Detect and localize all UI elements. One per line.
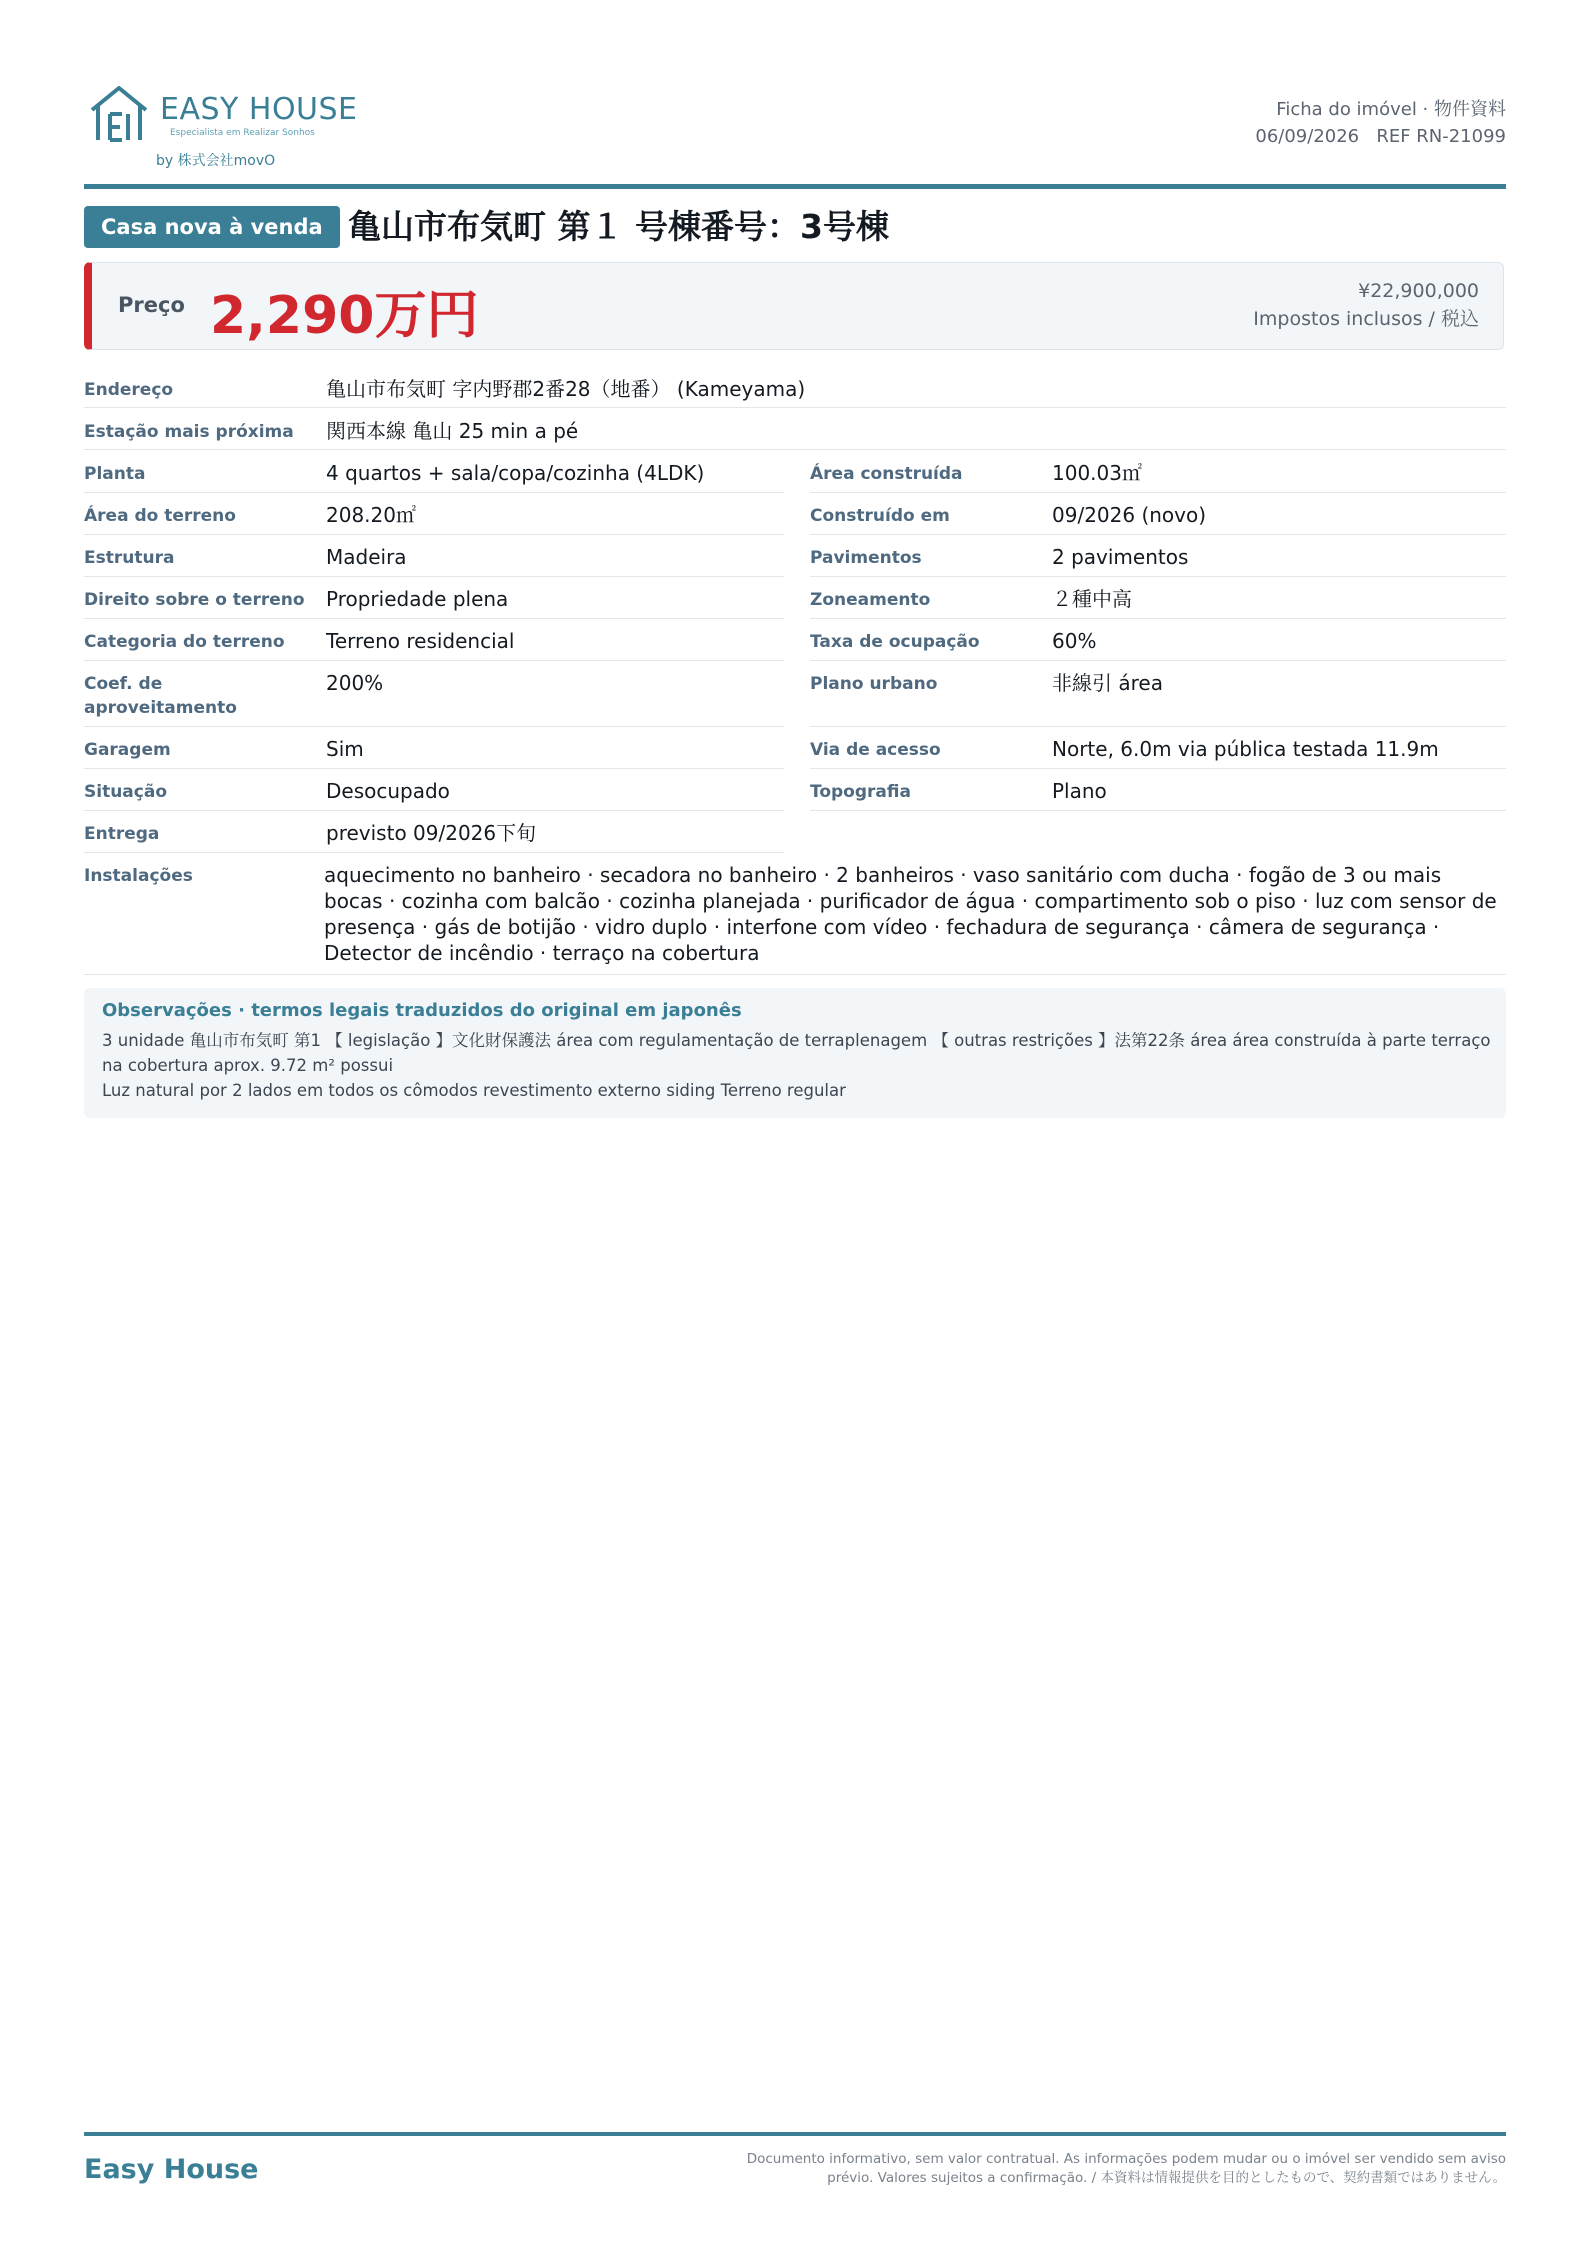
spec-value: 亀山市布気町 字内野郡2番28（地番） (Kameyama) <box>326 377 806 401</box>
spec-value: 2 pavimentos <box>1052 545 1189 569</box>
spec-value: 4 quartos + sala/copa/cozinha (4LDK) <box>326 461 705 485</box>
spec-label: Situação <box>84 782 167 802</box>
spec-value: 60% <box>1052 629 1097 653</box>
spec-row-structure <box>84 534 1506 576</box>
spec-cell-right <box>810 768 1506 811</box>
spec-row-address <box>84 366 1506 408</box>
spec-label: Construído em <box>810 506 950 526</box>
spec-value: Desocupado <box>326 779 450 803</box>
spec-value: ２種中高 <box>1052 587 1132 611</box>
spec-cell-left <box>84 768 784 811</box>
spec-label: Via de acesso <box>810 740 941 760</box>
spec-value: 100.03㎡ <box>1052 461 1142 485</box>
spec-cell-right <box>810 450 1506 493</box>
spec-value: 関西本線 亀山 25 min a pé <box>326 419 579 443</box>
notes-line: 3 unidade 亀山市布気町 第1 【 legislação 】文化財保護法 área com regulamentação de terraplenagem 【 outras restrições 】法第22条 área área construída à parte terraço na cobertura aprox. 9.72 m² possui <box>102 1031 1491 1075</box>
spec-value: Norte, 6.0m via pública testada 11.9m <box>1052 737 1439 761</box>
footer-disclaimer <box>747 2150 1506 2188</box>
doc-type: Ficha do imóvel · 物件資料 <box>1276 99 1506 120</box>
spec-value: Propriedade plena <box>326 587 509 611</box>
document-meta <box>1255 96 1506 150</box>
spec-row-facilities <box>84 852 1506 975</box>
spec-value: 09/2026 (novo) <box>1052 503 1207 527</box>
price-detail <box>1253 277 1479 333</box>
logo <box>84 78 424 178</box>
listing-type-badge: Casa nova à venda <box>84 206 340 248</box>
spec-label: Garagem <box>84 740 171 760</box>
spec-cell-left <box>84 660 784 727</box>
spec-label: Área construída <box>810 464 963 484</box>
disclaimer-line: prévio. Valores sujeitos a confirmação. / 本資料は情報提供を目的としたもので、契約書類ではありません。 <box>827 2170 1506 2186</box>
logo-by: by 株式会社movO <box>156 153 276 169</box>
spec-cell-left <box>84 492 784 535</box>
spec-label: Instalações <box>84 866 193 886</box>
spec-cell-left <box>84 576 784 619</box>
spec-cell-right <box>810 492 1506 535</box>
spec-value: Madeira <box>326 545 407 569</box>
spec-label: Estrutura <box>84 548 175 568</box>
spec-row-layout <box>84 450 1506 492</box>
spec-label: Direito sobre o terreno <box>84 590 305 610</box>
spec-cell-right <box>810 660 1506 727</box>
date-ref-line <box>1255 123 1506 150</box>
spec-cell-left <box>84 450 784 493</box>
logo-name: EASY HOUSE <box>160 92 358 127</box>
spec-label: Plano urbano <box>810 674 938 694</box>
spec-cell-right <box>810 534 1506 577</box>
spec-label: Categoria do terreno <box>84 632 285 652</box>
notes-body <box>102 1028 1492 1103</box>
notes-box <box>84 988 1506 1118</box>
spec-cell-left <box>84 618 784 661</box>
spec-value: 208.20㎡ <box>326 503 416 527</box>
title-row <box>84 206 1506 250</box>
spec-cell-left <box>84 810 784 853</box>
logo-tagline: Especialista em Realizar Sonhos <box>170 128 315 138</box>
property-sheet <box>84 0 1506 2246</box>
spec-table <box>84 366 1506 975</box>
spec-row-far <box>84 660 1506 726</box>
spec-cell-left <box>84 726 784 769</box>
house-logo-icon <box>88 84 150 144</box>
spec-cell-right <box>810 726 1506 769</box>
price-main: 2,290万円 <box>210 286 479 346</box>
spec-value: 200% <box>326 671 384 695</box>
spec-label: Entrega <box>84 824 160 844</box>
header-rule <box>84 184 1506 189</box>
notes-line: Luz natural por 2 lados em todos os cômodos revestimento externo siding Terreno regular <box>102 1081 846 1100</box>
price-box <box>84 262 1504 350</box>
doc-ref: REF RN-21099 <box>1376 126 1506 147</box>
spec-row-station <box>84 408 1506 450</box>
spec-cell-right <box>810 576 1506 619</box>
spec-value: Terreno residencial <box>326 629 515 653</box>
spec-label: Planta <box>84 464 146 484</box>
spec-label: Zoneamento <box>810 590 931 610</box>
property-title: 亀山市布気町 第１ 号棟番号：3号棟 <box>348 207 889 246</box>
spec-value: previsto 09/2026下旬 <box>326 821 537 845</box>
spec-row-garage <box>84 726 1506 768</box>
footer-brand: Easy House <box>84 2154 259 2185</box>
spec-row-status <box>84 768 1506 810</box>
spec-cell-right <box>810 618 1506 661</box>
price-yen: ¥22,900,000 <box>1358 280 1479 302</box>
spec-row-land-area <box>84 492 1506 534</box>
footer-rule <box>84 2132 1506 2136</box>
spec-value: 非線引 área <box>1052 671 1163 695</box>
spec-label: Endereço <box>84 380 174 400</box>
price-tax: Impostos inclusos / 税込 <box>1253 308 1479 330</box>
spec-label: Topografia <box>810 782 911 802</box>
spec-label: Coef. de aproveitamento <box>84 674 237 718</box>
disclaimer-line: Documento informativo, sem valor contratual. As informações podem mudar ou o imóvel ser vendido sem aviso <box>746 2151 1506 2167</box>
spec-value: Plano <box>1052 779 1107 803</box>
spec-label: Estação mais próxima <box>84 422 294 442</box>
notes-heading: Observações · termos legais traduzidos do original em japonês <box>102 1000 742 1021</box>
spec-value: Sim <box>326 737 364 761</box>
spec-label: Pavimentos <box>810 548 922 568</box>
spec-row-land-category <box>84 618 1506 660</box>
spec-value: aquecimento no banheiro · secadora no banheiro · 2 banheiros · vaso sanitário com ducha · fogão de 3 ou mais bocas · cozinha com balcão · cozinha planejada · purificador de água · compartimento sob o piso · luz com sensor de presença · gás de botijão · vidro duplo · interfone com vídeo · fechadura de segurança · câmera de segurança · Detector de incêndio · terraço na cobertura <box>324 863 1497 965</box>
price-label: Preço <box>118 293 185 317</box>
spec-label: Taxa de ocupação <box>810 632 980 652</box>
header <box>84 78 1506 182</box>
spec-row-delivery <box>84 810 1506 852</box>
spec-row-land-right <box>84 576 1506 618</box>
spec-cell-left <box>84 534 784 577</box>
spec-label: Área do terreno <box>84 506 236 526</box>
doc-date: 06/09/2026 <box>1255 126 1360 147</box>
